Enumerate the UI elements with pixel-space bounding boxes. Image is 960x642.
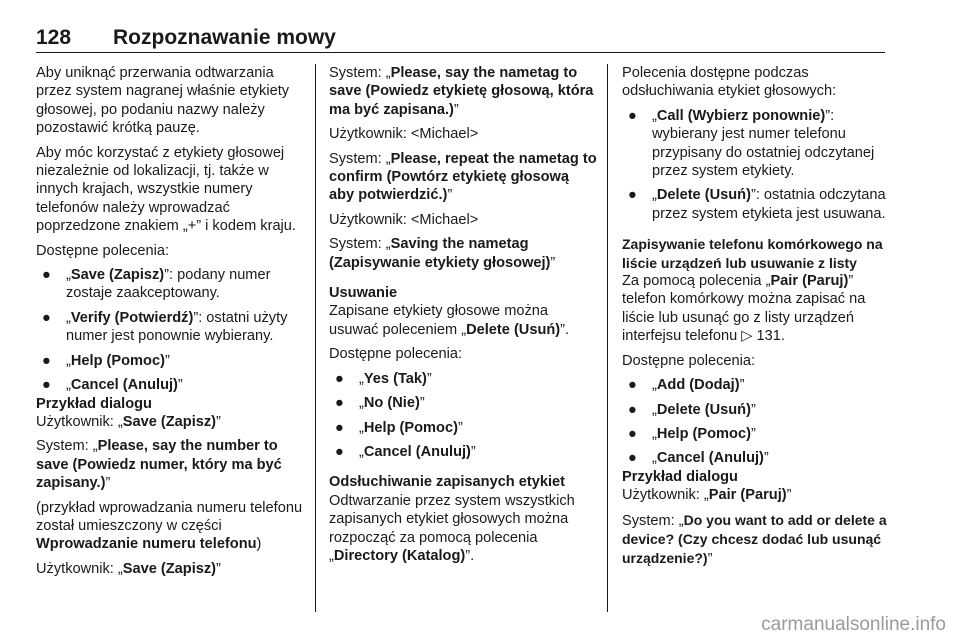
dialog-line: System: „Please, say the number to save (Powiedz numer, który ma być zapisany.)” xyxy=(36,438,282,492)
paragraph: Dostępne polecenia: xyxy=(622,352,756,369)
bullet-icon: ● xyxy=(628,401,637,418)
bullet-icon: ● xyxy=(335,419,344,436)
dialog-line: System: „Saving the nametag (Zapisywanie etykiety głosowej)” xyxy=(329,236,556,271)
page-reference[interactable]: 131. xyxy=(756,328,785,345)
dialog-line: System: „Please, repeat the nametag to confirm (Powtórz etykietę głosową aby potwierdzić.)” xyxy=(329,150,597,204)
column-2 xyxy=(329,64,597,571)
list-item: ● „Add (Dodaj)” xyxy=(622,376,888,394)
list-item: ● „Verify (Potwierdź)”: ostatni użyty numer jest ponownie wybierany. xyxy=(36,309,306,346)
command: Verify (Potwierdź) xyxy=(70,309,194,326)
column-1 xyxy=(36,64,306,584)
dialog-line: Użytkownik: <Michael> xyxy=(329,211,479,228)
paragraph: Dostępne polecenia: xyxy=(329,346,463,363)
bullet-icon: ● xyxy=(335,443,344,460)
paragraph: (przykład wprowadzania numeru telefonu został umieszczony w części Wprowadzanie numeru telefonu) xyxy=(36,499,303,553)
paragraph: Odtwarzanie przez system wszystkich zapisanych etykiet głosowych można rozpocząć za pomocą polecenia „Directory (Katalog)”. xyxy=(329,492,575,564)
command: Help (Pomoc) xyxy=(70,352,165,369)
list-item: ● „Delete (Usuń)”: ostatnia odczytana przez system etykieta jest usuwana. xyxy=(622,186,888,223)
list-item: ● „Cancel (Anuluj)” xyxy=(329,443,597,461)
column-divider xyxy=(315,64,316,612)
list-item: ● „Help (Pomoc)” xyxy=(36,352,306,370)
page-reference-icon: ▷ xyxy=(741,328,757,345)
list-item: ● „No (Nie)” xyxy=(329,394,597,412)
paragraph: Aby uniknąć przerwania odtwarzania przez system nagranej właśnie etykiety głosowej, po podaniu nazwy należy pozostawić krótką pauzę. xyxy=(36,65,290,137)
bullet-icon: ● xyxy=(628,450,637,467)
list-item: ● „Cancel (Anuluj)” xyxy=(36,376,306,394)
cross-reference: Wprowadzanie numeru telefonu xyxy=(36,536,257,553)
section-heading: Zapisywanie telefonu komórkowego na liście urządzeń lub usuwanie z listy xyxy=(622,236,883,271)
list-item: ● „Save (Zapisz)”: podany numer zostaje zaakceptowany. xyxy=(36,266,306,303)
dialog-line: System: „Do you want to add or delete a device? (Czy chcesz dodać lub usunąć urządzenie?)” xyxy=(622,511,887,568)
paragraph: Zapisane etykiety głosowe można usuwać poleceniem „Delete (Usuń)”. xyxy=(329,303,570,338)
section-heading: Odsłuchiwanie zapisanych etykiet xyxy=(329,474,566,491)
command: Cancel (Anuluj) xyxy=(70,377,178,394)
command: Save (Zapisz) xyxy=(70,267,165,284)
paragraph: Polecenia dostępne podczas odsłuchiwania etykiet głosowych: xyxy=(622,65,837,100)
dialog-line: Użytkownik: „Pair (Paruj)” xyxy=(622,487,792,504)
list-item: ● „Yes (Tak)” xyxy=(329,370,597,388)
section-heading: Usuwanie xyxy=(329,285,398,302)
bullet-icon: ● xyxy=(42,377,51,394)
list-item: ● „Help (Pomoc)” xyxy=(622,425,888,443)
list-item: ● „Call (Wybierz ponownie)”: wybierany jest numer telefonu przypisany do ostatniej odczytanej przez system etykiety. xyxy=(622,107,888,181)
paragraph: Dostępne polecenia: xyxy=(36,242,170,259)
page-header xyxy=(36,24,885,53)
column-3 xyxy=(622,64,888,575)
bullet-icon: ● xyxy=(335,370,344,387)
dialog-line: Użytkownik: „Save (Zapisz)” xyxy=(36,413,221,430)
bullet-icon: ● xyxy=(42,309,51,326)
section-heading: Przykład dialogu xyxy=(36,395,152,412)
dialog-line: System: „Please, say the nametag to save (Powiedz etykietę głosową, która ma być zapisana.)” xyxy=(329,65,594,118)
bullet-icon: ● xyxy=(628,107,637,124)
paragraph: Za pomocą polecenia „Pair (Paruj)” telefon komórkowy można zapisać na liście lub usunąć go z listy urządzeń interfejsu telefonu ▷ 131. xyxy=(622,273,866,345)
bullet-icon: ● xyxy=(628,425,637,442)
paragraph: Aby móc korzystać z etykiety głosowej niezależnie od lokalizacji, tj. także w innych krajach, wszystkie numery telefonów należy wprowadzać poprzedzone znakiem „+” i kodem kraju. xyxy=(36,144,296,235)
bullet-icon: ● xyxy=(628,377,637,394)
dialog-line: Użytkownik: <Michael> xyxy=(329,126,479,143)
list-item: ● „Help (Pomoc)” xyxy=(329,419,597,437)
list-item: ● „Cancel (Anuluj)” xyxy=(622,449,888,467)
bullet-icon: ● xyxy=(42,267,51,284)
list-item: ● „Delete (Usuń)” xyxy=(622,401,888,419)
page-title: Rozpoznawanie mowy xyxy=(113,26,336,49)
page-number: 128 xyxy=(36,26,72,49)
dialog-line: Użytkownik: „Save (Zapisz)” xyxy=(36,560,221,577)
bullet-icon: ● xyxy=(335,395,344,412)
watermark: carmanualsonline.info xyxy=(761,614,946,635)
bullet-icon: ● xyxy=(628,187,637,204)
column-divider xyxy=(607,64,608,612)
bullet-icon: ● xyxy=(42,352,51,369)
section-heading: Przykład dialogu xyxy=(622,468,738,485)
